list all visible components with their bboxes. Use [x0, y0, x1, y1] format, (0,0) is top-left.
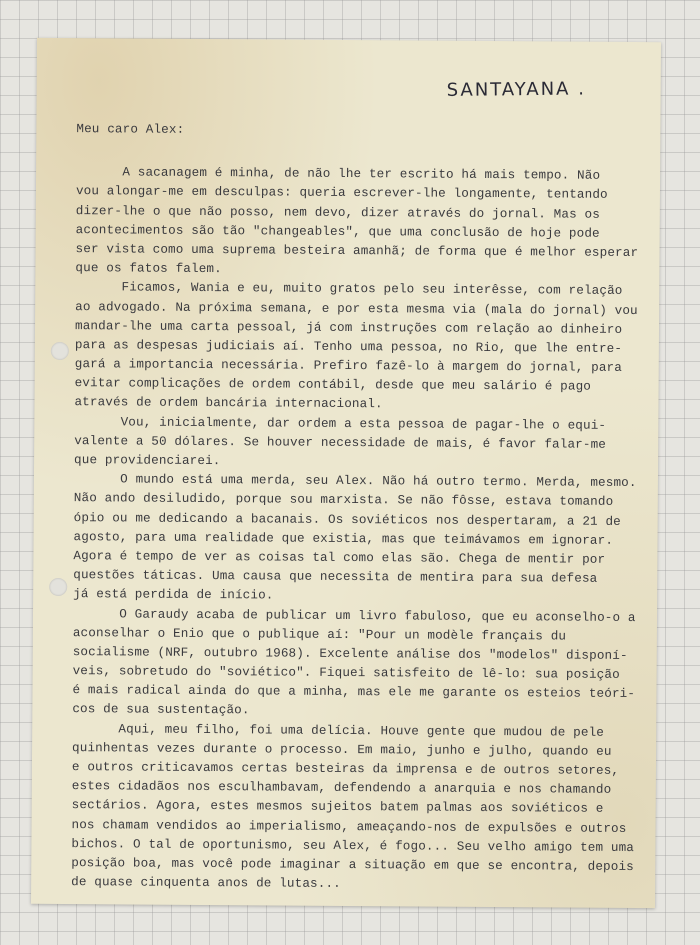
- text-line: ser vista como uma suprema besteira amanhã; de forma que é melhor esperar: [75, 242, 639, 260]
- paragraph-1: [75, 163, 656, 282]
- text-line: através de ordem bancária internacional.: [74, 395, 383, 412]
- text-line: valente a 50 dólares. Se houver necessidade de mais, é favor falar-me: [74, 433, 607, 452]
- handwritten-heading: SANTAYANA .: [446, 78, 586, 101]
- text-line: que providenciarei.: [74, 453, 221, 469]
- paragraph-4: [73, 470, 654, 608]
- text-line: ao advogado. Na próxima semana, e por esta mesma via (mala do jornal) vou: [75, 299, 638, 318]
- text-line: evitar complicações de ordem contábil, desde que meu salário é pago: [74, 376, 592, 394]
- text-line: veis, sobretudo do "soviético". Fiquei satisfeito de lê-lo: sua posição: [72, 664, 620, 682]
- text-line: gará a importancia necessária. Prefiro fazê-lo à margem do jornal, para: [74, 357, 623, 375]
- punch-hole: [51, 342, 69, 360]
- text-line: questões táticas. Uma causa que necessita de mentira para sua defesa: [73, 568, 598, 586]
- text-line: Aqui, meu filho, foi uma delícia. Houve gente que mudou de pele: [72, 721, 605, 740]
- text-line: sectários. Agora, estes mesmos sujeitos batem palmas aos soviéticos e: [71, 798, 604, 817]
- text-line: é mais radical ainda do que a minha, mas ele me garante os esteios teóri-: [72, 683, 636, 702]
- text-line: aconselhar o Enio que o publique aí: "Pour un modèle français du: [72, 625, 567, 644]
- text-line: para as despesas judiciais aí. Tenho uma pessoa, no Rio, que lhe entre-: [74, 337, 623, 356]
- text-line: Não ando desiludido, porque sou marxista. Se não fôsse, estava tomando: [73, 491, 614, 510]
- text-line: bichos. O tal de oportunismo, seu Alex, é fogo... Seu velho amigo tem uma: [71, 836, 635, 855]
- text-line: socialisme (NRF, outubro 1968). Excelente análise dos "modelos" disponí-: [72, 644, 628, 663]
- letter-body: [71, 120, 656, 896]
- text-line: A sacanagem é minha, de não lhe ter escrito há mais tempo. Não: [76, 165, 601, 183]
- text-line: Vou, inicialmente, dar ordem a esta pessoa de pagar-lhe o equi-: [74, 414, 607, 433]
- text-line: cos de sua sustentação.: [72, 702, 250, 718]
- text-line: que os fatos falem.: [75, 261, 222, 277]
- paragraph-2: [74, 278, 655, 416]
- paragraph-5: [72, 605, 653, 724]
- text-line: dizer-lhe o que não posso, nem devo, dizer através do jornal. Mas os: [75, 203, 600, 222]
- text-line: Ficamos, Wania e eu, muito gratos pelo seu interêsse, com relação: [75, 280, 623, 299]
- text-line: Agora é tempo de ver as coisas tal como elas são. Chega de mentir por: [73, 549, 606, 567]
- paragraph-6: [71, 720, 652, 897]
- paragraph-3: [74, 413, 654, 475]
- text-line: O mundo está uma merda, seu Alex. Não há outro termo. Merda, mesmo.: [73, 472, 637, 491]
- text-line: ópio ou me dedicando a bacanais. Os soviéticos nos despertaram, a 21 de: [73, 510, 621, 529]
- text-line: vou alongar-me em desculpas: queria escrever-lhe longamente, tentando: [75, 184, 608, 203]
- text-line: quinhentas vezes durante o processo. Em maio, junho e julho, quando eu: [72, 740, 612, 759]
- text-line: e outros criticavamos certas besteiras da imprensa e de outros setores,: [71, 760, 620, 778]
- text-line: acontecimentos são tão "changeables", que uma conclusão de hoje pode: [75, 222, 600, 241]
- greeting: Meu caro Alex:: [76, 122, 185, 137]
- text-line: O Garaudy acaba de publicar um livro fabuloso, que eu aconselho-o a: [72, 606, 636, 625]
- text-line: de quase cinquenta anos de lutas...: [71, 875, 341, 892]
- punch-hole: [49, 578, 67, 596]
- text-line: nos chamam vendidos ao imperialismo, ameaçando-nos de expulsões e outros: [71, 817, 627, 836]
- text-line: já está perdida de início.: [73, 587, 274, 603]
- text-line: mandar-lhe uma carta pessoal, já com instruções com relação ao dinheiro: [74, 318, 623, 337]
- text-line: posição boa, mas você pode imaginar a situação em que se encontra, depois: [71, 856, 634, 874]
- text-line: estes cidadãos nos esculhambavam, defendendo a anarquia e nos chamando: [71, 779, 612, 798]
- text-line: agosto, para uma realidade que existia, mas que teimávamos em ignorar.: [73, 529, 614, 548]
- letter-sheet: [31, 38, 661, 908]
